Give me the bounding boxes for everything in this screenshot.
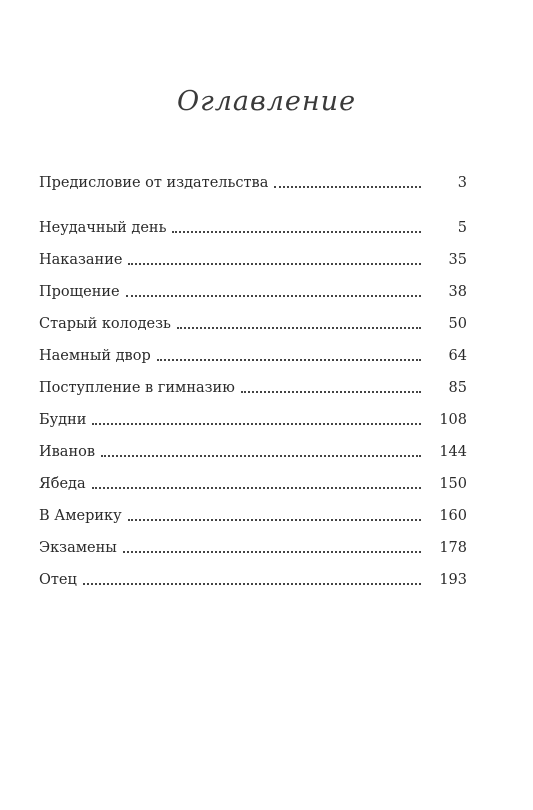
toc-entry-label: Прощение — [39, 284, 120, 300]
toc-entry[interactable] — [39, 377, 467, 397]
toc-entry-label: Ябеда — [39, 476, 86, 492]
toc-entry-label: Будни — [39, 412, 87, 428]
toc-entry[interactable] — [39, 569, 467, 589]
toc-leader-dots — [101, 454, 421, 457]
toc-entry-label: Отец — [39, 572, 77, 588]
toc-leader-dots — [123, 550, 421, 553]
toc-entry[interactable] — [39, 249, 467, 269]
toc-entry-label: Неудачный день — [39, 220, 167, 236]
toc-entry-page: 50 — [448, 316, 467, 332]
toc-entry-page: 38 — [448, 284, 467, 300]
toc-leader-dots — [83, 582, 421, 585]
toc-leader-dots — [128, 262, 421, 265]
toc-leader-dots — [92, 486, 421, 489]
toc-entry-label: Экзамены — [39, 540, 117, 556]
toc-leader-dots — [274, 185, 421, 188]
toc-entry[interactable] — [39, 409, 467, 429]
toc-entry-label: Предисловие от издательства — [39, 175, 269, 191]
page-title: Оглавление — [176, 86, 357, 117]
toc-leader-dots — [177, 326, 421, 329]
toc-entry-page: 64 — [448, 348, 467, 364]
toc-leader-dots — [128, 518, 421, 521]
toc-entry[interactable] — [39, 441, 467, 461]
toc-entry-page: 193 — [439, 572, 467, 588]
toc-entry-page: 160 — [439, 508, 467, 524]
toc-entry-label: Наемный двор — [39, 348, 151, 364]
toc-entry[interactable] — [39, 172, 467, 192]
toc-entry[interactable] — [39, 473, 467, 493]
toc-entry-label: Наказание — [39, 252, 123, 268]
toc-leader-dots — [157, 358, 421, 361]
toc-entry[interactable] — [39, 281, 467, 301]
toc-entry-page: 178 — [439, 540, 467, 556]
toc-entry-label: Иванов — [39, 444, 96, 460]
toc-entry[interactable] — [39, 313, 467, 333]
toc-leader-dots — [92, 422, 421, 425]
toc-entry[interactable] — [39, 345, 467, 365]
toc-entry[interactable] — [39, 217, 467, 237]
toc-entry-page: 108 — [439, 412, 467, 428]
toc-entry-page: 35 — [448, 252, 467, 268]
toc-entry-page: 3 — [457, 175, 467, 191]
toc-entry-page: 144 — [439, 444, 467, 460]
toc-leader-dots — [126, 294, 421, 297]
toc-entry-label: Старый колодезь — [39, 316, 171, 332]
toc-entry[interactable] — [39, 505, 467, 525]
toc-entry-page: 85 — [448, 380, 467, 396]
toc-leader-dots — [241, 390, 421, 393]
toc-entry-label: Поступление в гимназию — [39, 380, 235, 396]
toc-entry[interactable] — [39, 537, 467, 557]
toc-entry-label: В Америку — [39, 508, 122, 524]
toc-entry-page: 5 — [457, 220, 467, 236]
toc-leader-dots — [172, 230, 421, 233]
toc-entry-page: 150 — [439, 476, 467, 492]
